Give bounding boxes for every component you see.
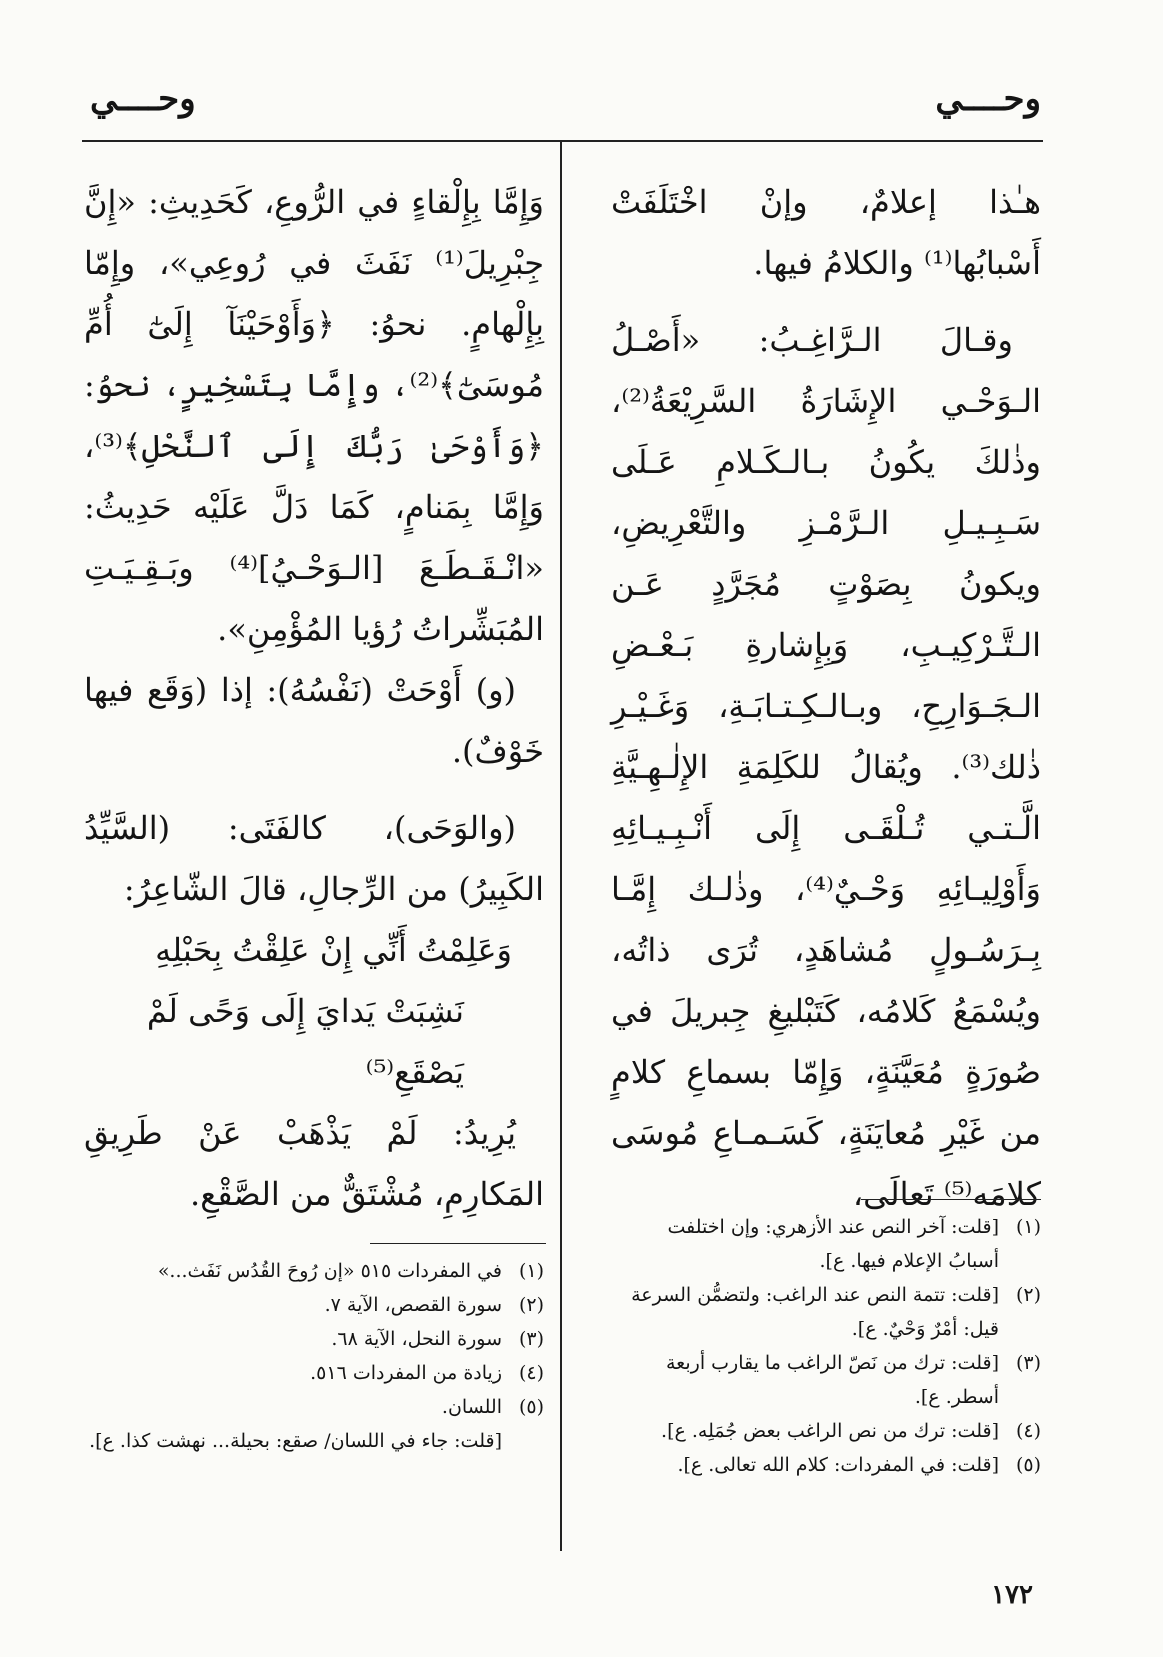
running-head-left: وحــــي (90, 79, 196, 119)
footnote-number: (٣) (1015, 1352, 1041, 1374)
footnote-number: (٥) (518, 1396, 544, 1418)
footnote (611, 1448, 1041, 1482)
footnote-text: اللسان. (441, 1396, 502, 1418)
paragraph: هـٰذا إعلامٌ، وإنْ اخْتَلَفَتْ أَسْبابُها⁽¹⁾ والكلامُ فيها. (611, 183, 1041, 282)
footnote (611, 1346, 1041, 1414)
footnote-text: [قلت: آخر النص عند الأزهري: وإن اختلفت أسبابُ الإعلام فيها. ع]. (667, 1216, 999, 1272)
footnote (84, 1288, 544, 1322)
footnote-text: [قلت: في المفردات: كلام الله تعالى. ع]. (677, 1454, 999, 1476)
footnote-text: [قلت: ترك من نص الراغب بعض جُمَلِه. ع]. (661, 1420, 999, 1442)
footnote-rule (370, 1243, 546, 1244)
footnote-text: في المفردات ٥١٥ «إن رُوحَ القُدُس نَفَث...» (157, 1260, 502, 1282)
footnote-number: (٢) (1015, 1284, 1041, 1306)
footnote-rule (861, 1199, 1041, 1200)
running-head-right: وحــــي (935, 79, 1041, 119)
footnote-number: (٤) (518, 1362, 544, 1384)
footnote (84, 1322, 544, 1356)
footnote-text: [قلت: جاء في اللسان/ صقع: بحيلة... نهشت كذا. ع]. (89, 1430, 502, 1452)
right-column (611, 172, 1041, 1225)
paragraph: يُرِيدُ: لَمْ يَذْهَبْ عَنْ طَرِيقِ المَكارِمِ، مُشْتَقٌّ من الصَّقْعِ. (84, 1114, 544, 1213)
footnote (84, 1254, 544, 1288)
footnote-text: [قلت: تتمة النص عند الراغب: ولتضمُّن السرعة قيل: أمْرٌ وَحْيٌ. ع]. (631, 1284, 999, 1340)
footnote-text: زيادة من المفردات ٥١٦. (310, 1362, 502, 1384)
paragraph: وقـالَ الـرَّاغِـبُ: «أَصْـلُ الـوَحْـي الإِشَارَةُ السَّرِيْعَةُ⁽²⁾، وذٰلكَ يكُونُ بـالـكَـلامِ عَـلَى سَـبِـيـلِ الـرَّمْـزِ والتَّعْرِيضِ، ويكونُ بِصَوْتٍ مُجَرَّدٍ عَـن الـتَّـرْكِيـبِ، وَبِإِشارةِ بَـعْـضِ الـجَـوَارِحِ، وبـالـكِـتـابَـةِ، وَغَـيْـرِ ذٰلك⁽³⁾. ويُقالُ للكَلِمَةِ الإِلٰـهِـيَّةِ الَّـتـي تُـلْقَـى إِلَى أَنْـبِـيـائِهِ وَأَوْلِيـائِهِ وَحْـيٌ⁽⁴⁾، وذٰلـك إِمَّـا بِـرَسُـولٍ مُشاهَدٍ، تُرَى ذاتُه، ويُسْمَعُ كَلامُه، كَتَبْليغِ جِبريلَ في صُورَةٍ مُعَيَّنَةٍ، وَإِمّا بسماعِ كلامٍ من غَيْرِ مُعايَنَةٍ، كَسَـمـاعِ مُوسَى كلامَه⁽⁵⁾ تَعالَى، (611, 321, 1041, 1213)
right-footnotes (611, 1210, 1041, 1482)
footnote (84, 1424, 544, 1458)
verse-line: وَعَلِمْتُ أَنِّي إِنْ عَلِقْتُ بِحَبْلِهِ (155, 931, 512, 969)
header-rule (82, 140, 1043, 142)
paragraph: (والوَحَى)، كالفَتَى: (السَّيِّدُ الكَبِيرُ) من الرِّجالِ، قالَ الشّاعِرُ: (84, 809, 544, 908)
left-column (84, 172, 544, 1225)
footnote-text: [قلت: ترك من نَصّ الراغب ما يقارب أربعة أسطر. ع]. (666, 1352, 999, 1408)
footnote-text: سورة النحل، الآية ٦٨. (331, 1328, 502, 1350)
left-footnotes (84, 1254, 544, 1458)
footnote (611, 1278, 1041, 1346)
footnote-number: (٥) (1015, 1454, 1041, 1476)
footnote (84, 1390, 544, 1424)
footnote (611, 1210, 1041, 1278)
column-divider (560, 141, 562, 1551)
footnote (84, 1356, 544, 1390)
paragraph: (و) أَوْحَتْ (نَفْسُهُ): إذا (وَقَع فيها خَوْفٌ). (84, 671, 544, 770)
footnote-number: (٢) (518, 1294, 544, 1316)
footnote-number: (١) (518, 1260, 544, 1282)
paragraph: وَإِمَّا بِإِلْقاءٍ في الرُّوعِ، كَحَدِيثِ: «إِنَّ جِبْرِيلَ⁽¹⁾ نَفَثَ في رُوعِي»، وإِمّا بِإِلْهامٍ. نحوُ: ﴿وَأَوْحَيْنَآ إِلَىٰٓ أُمِّ مُوسَىٰٓ﴾⁽²⁾، وإِمَّا بِتَسْخِيرٍ، نحوُ: ﴿وَأَوْحَىٰ رَبُّكَ إِلَى ٱلنَّحْلِ﴾⁽³⁾، وَإِمَّا بِمَنامٍ، كَمَا دَلَّ عَلَيْه حَدِيثُ: «انْـقَـطَـعَ [الـوَحْـيُ]⁽⁴⁾ وبَـقِـيَـتِ المُبَشِّراتُ رُؤيا المُؤْمِنِ». (84, 183, 545, 648)
footnote-number: (٣) (518, 1328, 544, 1350)
verse-line: نَشِبَتْ يَدايَ إِلَى وَحًى لَمْ يَصْقَعِ⁽⁵⁾ (146, 992, 464, 1091)
footnote-text: سورة القصص، الآية ٧. (324, 1294, 502, 1316)
footnote-number: (١) (1015, 1216, 1041, 1238)
footnote-number: (٤) (1015, 1420, 1041, 1442)
page-number: ١٧٢ (991, 1580, 1033, 1610)
footnote (611, 1414, 1041, 1448)
